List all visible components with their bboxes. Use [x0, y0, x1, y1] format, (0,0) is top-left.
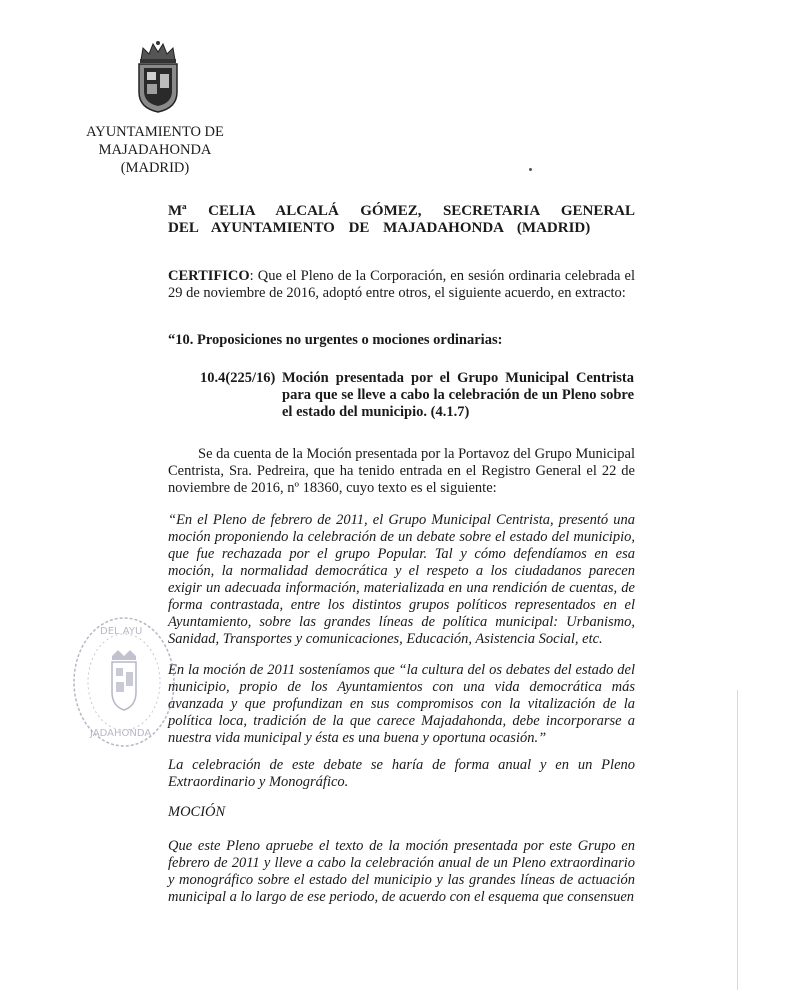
header-line-1: AYUNTAMIENTO DE: [86, 124, 224, 140]
svg-text:JADAHONDA: JADAHONDA: [90, 728, 152, 739]
header-line-2: MAJADAHONDA: [98, 142, 212, 158]
scan-edge-line: [737, 690, 738, 990]
motion-title: Moción presentada por el Grupo Municipal Centrista para que se lleve a cabo la celebración de un Pleno sobre el estado del municipio. (4.1.7): [282, 370, 634, 420]
header-line-3: (MADRID): [120, 160, 190, 176]
quote-paragraph-4: Que este Pleno apruebe el texto de la moción presentada por este Grupo en febrero de 2011 y lleve a cabo la celebración anual de un Pleno extraordinario y monográfico sobre el estado del municipio y las grandes líneas de actuación municipal a lo largo de ese periodo, de acuerdo con el esquema que consensuen: [168, 838, 635, 905]
certifico-paragraph: [168, 268, 635, 302]
quote-paragraph-2: En la moción de 2011 sosteníamos que “la cultura del os debates del estado del municipio, propio de los Ayuntamientos con una vida democrática más avanzada y que profundizan en sus compromisos con la vitalización de la política loca, tradición de la que carece Majadahonda, debe incorporarse a nuestra vida municipal y ésta es una buena y oportuna ocasión.”: [168, 662, 635, 746]
intro-paragraph: Se da cuenta de la Moción presentada por la Portavoz del Grupo Municipal Centrista, Sra. Pedreira, que ha tenido entrada en el Registro General el 22 de noviembre de 2016, nº 18360, cuyo texto es el siguiente:: [168, 446, 635, 496]
secretaria-heading: Mª CELIA ALCALÁ GÓMEZ, SECRETARIA GENERAL DEL AYUNTAMIENTO DE MAJADAHONDA (MADRID): [168, 203, 635, 236]
motion-code: 10.4(225/16): [200, 370, 276, 386]
scan-speck: [529, 168, 532, 171]
crest-icon: [133, 40, 183, 114]
certifico-label: CERTIFICO: [168, 268, 250, 284]
quote-paragraph-3: La celebración de este debate se haría de forma anual y en un Pleno Extraordinario y Monográfico.: [168, 757, 635, 790]
municipality-header: [80, 123, 230, 177]
section-heading: “10. Proposiciones no urgentes o mociones ordinarias:: [168, 332, 503, 348]
mocion-heading: MOCIÓN: [168, 804, 226, 820]
quote-paragraph-1: “En el Pleno de febrero de 2011, el Grupo Municipal Centrista, presentó una moción proponiendo la celebración de un debate sobre el estado del municipio, que fue rechazada por el grupo Popular. Tal y cómo defendíamos en esa moción, la normalidad democrática y el respeto a los ciudadanos parecen exigir un adecuada información, materializada en una rendición de cuentas, de forma contrastada, entre los distintos grupos políticos representados en el Ayuntamiento, sobre las grandes líneas de política municipal: Urbanismo, Sanidad, Transportes y comunicaciones, Educación, Asistencia Social, etc.: [168, 512, 635, 647]
official-seal-stamp: [70, 612, 178, 752]
svg-text:DEL AYU: DEL AYU: [100, 626, 143, 637]
certifico-text: : Que el Pleno de la Corporación, en sesión ordinaria celebrada el 29 de noviembre de 2016, adoptó entre otros, el siguiente acuerdo, en extracto:: [168, 268, 635, 301]
